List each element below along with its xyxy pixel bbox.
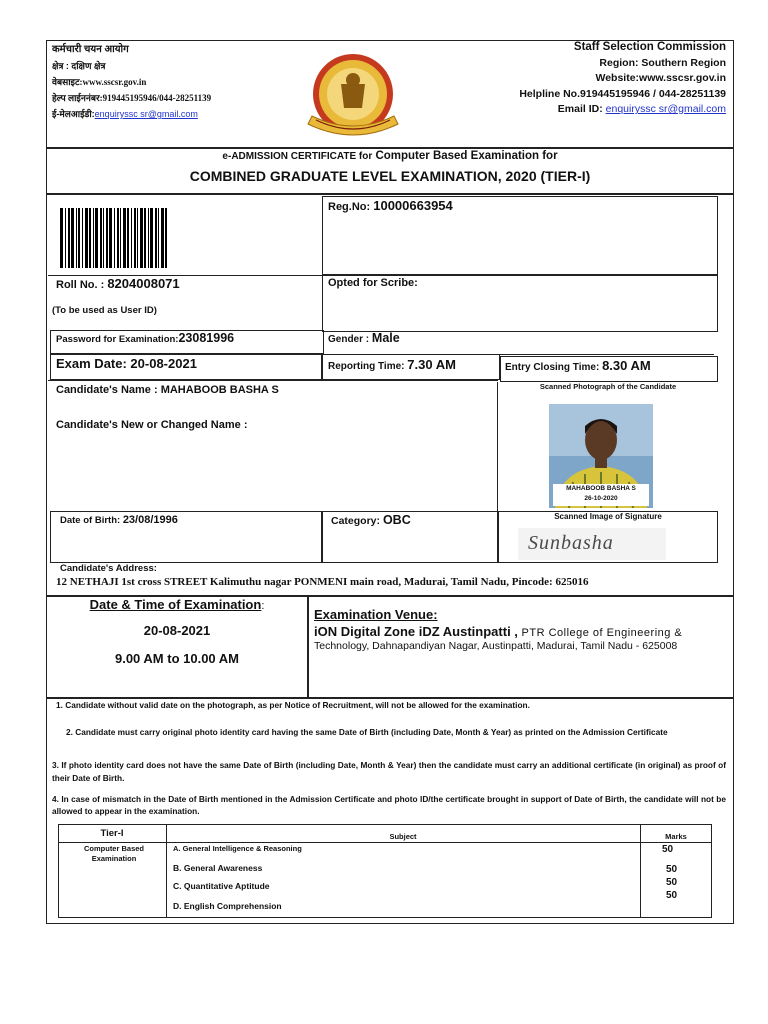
- reporting-row: [328, 357, 456, 372]
- header-right-email-row: [470, 102, 726, 118]
- exam-date-label: Exam Date:: [56, 356, 131, 371]
- instruction-4: 4. In case of mismatch in the Date of Birth mentioned in the Admission Certificate and photo ID/the certificate brought in support of Date of Birth, the candidate will not be allowed to appear in the examination.: [52, 794, 726, 816]
- category-value: OBC: [382, 513, 411, 527]
- user-id-note: (To be used as User ID): [52, 305, 157, 316]
- barcode: [60, 208, 210, 270]
- dob-label: Date of Birth:: [60, 515, 123, 526]
- header-right-region: Region: Southern Region: [599, 56, 726, 69]
- candidate-photo: [549, 404, 653, 508]
- header-right-title: Staff Selection Commission: [573, 41, 726, 53]
- entry-value: 8.30 AM: [602, 358, 651, 373]
- instruction-2: 2. Candidate must carry original photo identity card having the same Date of Birth (including Date, Month & Year) as printed on the Admission Certificate: [66, 727, 668, 737]
- exam-date-row: [56, 356, 197, 371]
- entry-label: Entry Closing Time:: [505, 362, 603, 373]
- dob-row: [60, 514, 178, 526]
- header-left-email-link[interactable]: enquiryssc sr@gmail.com: [94, 109, 198, 119]
- title-line1-a: e-ADMISSION CERTIFICATE for: [222, 151, 373, 162]
- entry-row: [505, 358, 651, 373]
- header-left-region: क्षेत्र : दक्षिण क्षेत्र: [52, 61, 106, 71]
- marks-value: 50: [666, 890, 678, 901]
- venue-label: Examination Venue:: [314, 607, 438, 622]
- exam-date: 20-08-2021: [143, 623, 211, 638]
- category-label: Category:: [331, 515, 383, 527]
- emblem-logo: [300, 50, 406, 142]
- name-label: Candidate's Name :: [56, 384, 161, 396]
- password-row: [56, 331, 234, 345]
- venue-address-a: PTR College of Engineering &: [521, 627, 683, 639]
- title-line1: [46, 150, 734, 162]
- divider: [48, 380, 498, 381]
- category-row: [331, 513, 411, 527]
- roll-row: [56, 276, 180, 291]
- header-left: [52, 42, 272, 122]
- address-label: Candidate's Address:: [60, 563, 157, 574]
- signature-caption: Scanned Image of Signature: [554, 512, 662, 521]
- header-right-email-label: Email ID:: [557, 103, 606, 115]
- col-tier: Tier-I: [100, 828, 124, 839]
- divider: [58, 842, 712, 843]
- reg-label: Reg.No:: [328, 201, 374, 213]
- roll-value: 8204008071: [107, 276, 180, 291]
- exam-datetime-colon: :: [261, 600, 265, 612]
- exam-date-value: 20-08-2021: [130, 356, 197, 371]
- col-subject: Subject: [389, 832, 417, 841]
- address-value: 12 NETHAJI 1st cross STREET Kalimuthu nagar PONMENI main road, Madurai, Tamil Nadu, Pincode: 625016: [56, 576, 589, 588]
- venue-address-b: Technology, Dahnapandiyan Nagar, Austinpatti, Madurai, Tamil Nadu - 625008: [314, 640, 678, 652]
- divider: [497, 382, 498, 512]
- reg-value: 10000663954: [373, 198, 453, 213]
- header-left-email-row: [52, 106, 272, 122]
- marks-value: 50: [666, 864, 678, 875]
- exam-title: COMBINED GRADUATE LEVEL EXAMINATION, 2020 (TIER-I): [189, 168, 591, 184]
- photo-caption: Scanned Photograph of the Candidate: [539, 382, 677, 391]
- header-left-website: वेबसाइट:www.sscsr.gov.in: [52, 77, 147, 87]
- col-marks: Marks: [665, 832, 687, 841]
- instruction-1: 1. Candidate without valid date on the photograph, as per Notice of Recruitment, will not be allowed for the examination.: [56, 700, 530, 710]
- reg-row: [328, 198, 453, 213]
- signature-image: [518, 528, 666, 560]
- venue-name: iON Digital Zone iDZ Austinpatti ,: [314, 624, 522, 639]
- marks-value: 50: [662, 844, 674, 855]
- reporting-value: 7.30 AM: [407, 357, 456, 372]
- tier-value: Computer Based Examination: [83, 844, 144, 863]
- photo-name: MAHABOOB BASHA S: [566, 485, 636, 492]
- header-right-website: Website:www.sscsr.gov.in: [595, 72, 726, 84]
- new-name-label: Candidate's New or Changed Name :: [56, 419, 248, 431]
- subject-row: D. English Comprehension: [173, 901, 282, 911]
- gender-value: Male: [371, 331, 400, 345]
- subject-row: C. Quantitative Aptitude: [173, 881, 270, 891]
- header-right-email-link[interactable]: enquiryssc sr@gmail.com: [605, 103, 726, 115]
- roll-label: Roll No. :: [56, 279, 108, 291]
- title-line1-b: Computer Based Examination for: [372, 150, 558, 162]
- venue-line1: [314, 624, 724, 639]
- header-right-helpline: Helpline No.919445195946 / 044-28251139: [519, 87, 726, 100]
- gender-row: [328, 331, 400, 345]
- gender-label: Gender :: [328, 334, 372, 345]
- header-left-helpline: हेल्प लाईननंबर:919445195946/044-28251139: [52, 93, 212, 103]
- password-value: 23081996: [178, 331, 235, 345]
- reporting-label: Reporting Time:: [328, 361, 408, 372]
- signature-text: Sunbasha: [528, 532, 614, 554]
- name-value: MAHABOOB BASHA S: [160, 384, 279, 396]
- barcode-icon: [60, 208, 210, 268]
- dob-value: 23/08/1996: [122, 514, 178, 526]
- exam-time: 9.00 AM to 10.00 AM: [114, 651, 240, 666]
- exam-datetime-title: [46, 597, 308, 612]
- password-label: Password for Examination:: [56, 334, 179, 345]
- subject-row: A. General Intelligence & Reasoning: [173, 844, 302, 853]
- subject-row: B. General Awareness: [173, 863, 263, 873]
- header-right: [470, 40, 726, 118]
- ssc-emblem-icon: [300, 50, 406, 142]
- marks-value: 50: [666, 877, 678, 888]
- photo-date: 26-10-2020: [584, 495, 618, 502]
- scribe-label: Opted for Scribe:: [328, 277, 418, 289]
- exam-datetime-label: Date & Time of Examination: [89, 597, 262, 612]
- header-left-email-label: ई-मेलआईडी:: [52, 109, 95, 119]
- header-left-title: कर्मचारी चयन आयोग: [52, 44, 129, 55]
- name-row: [56, 384, 279, 396]
- photo-label: [553, 484, 649, 506]
- instruction-3: 3. If photo identity card does not have the same Date of Birth (including Date, Month & Year) then the candidate must carry an additional certificate (in original) as proof of their Date of Birth.: [52, 760, 726, 783]
